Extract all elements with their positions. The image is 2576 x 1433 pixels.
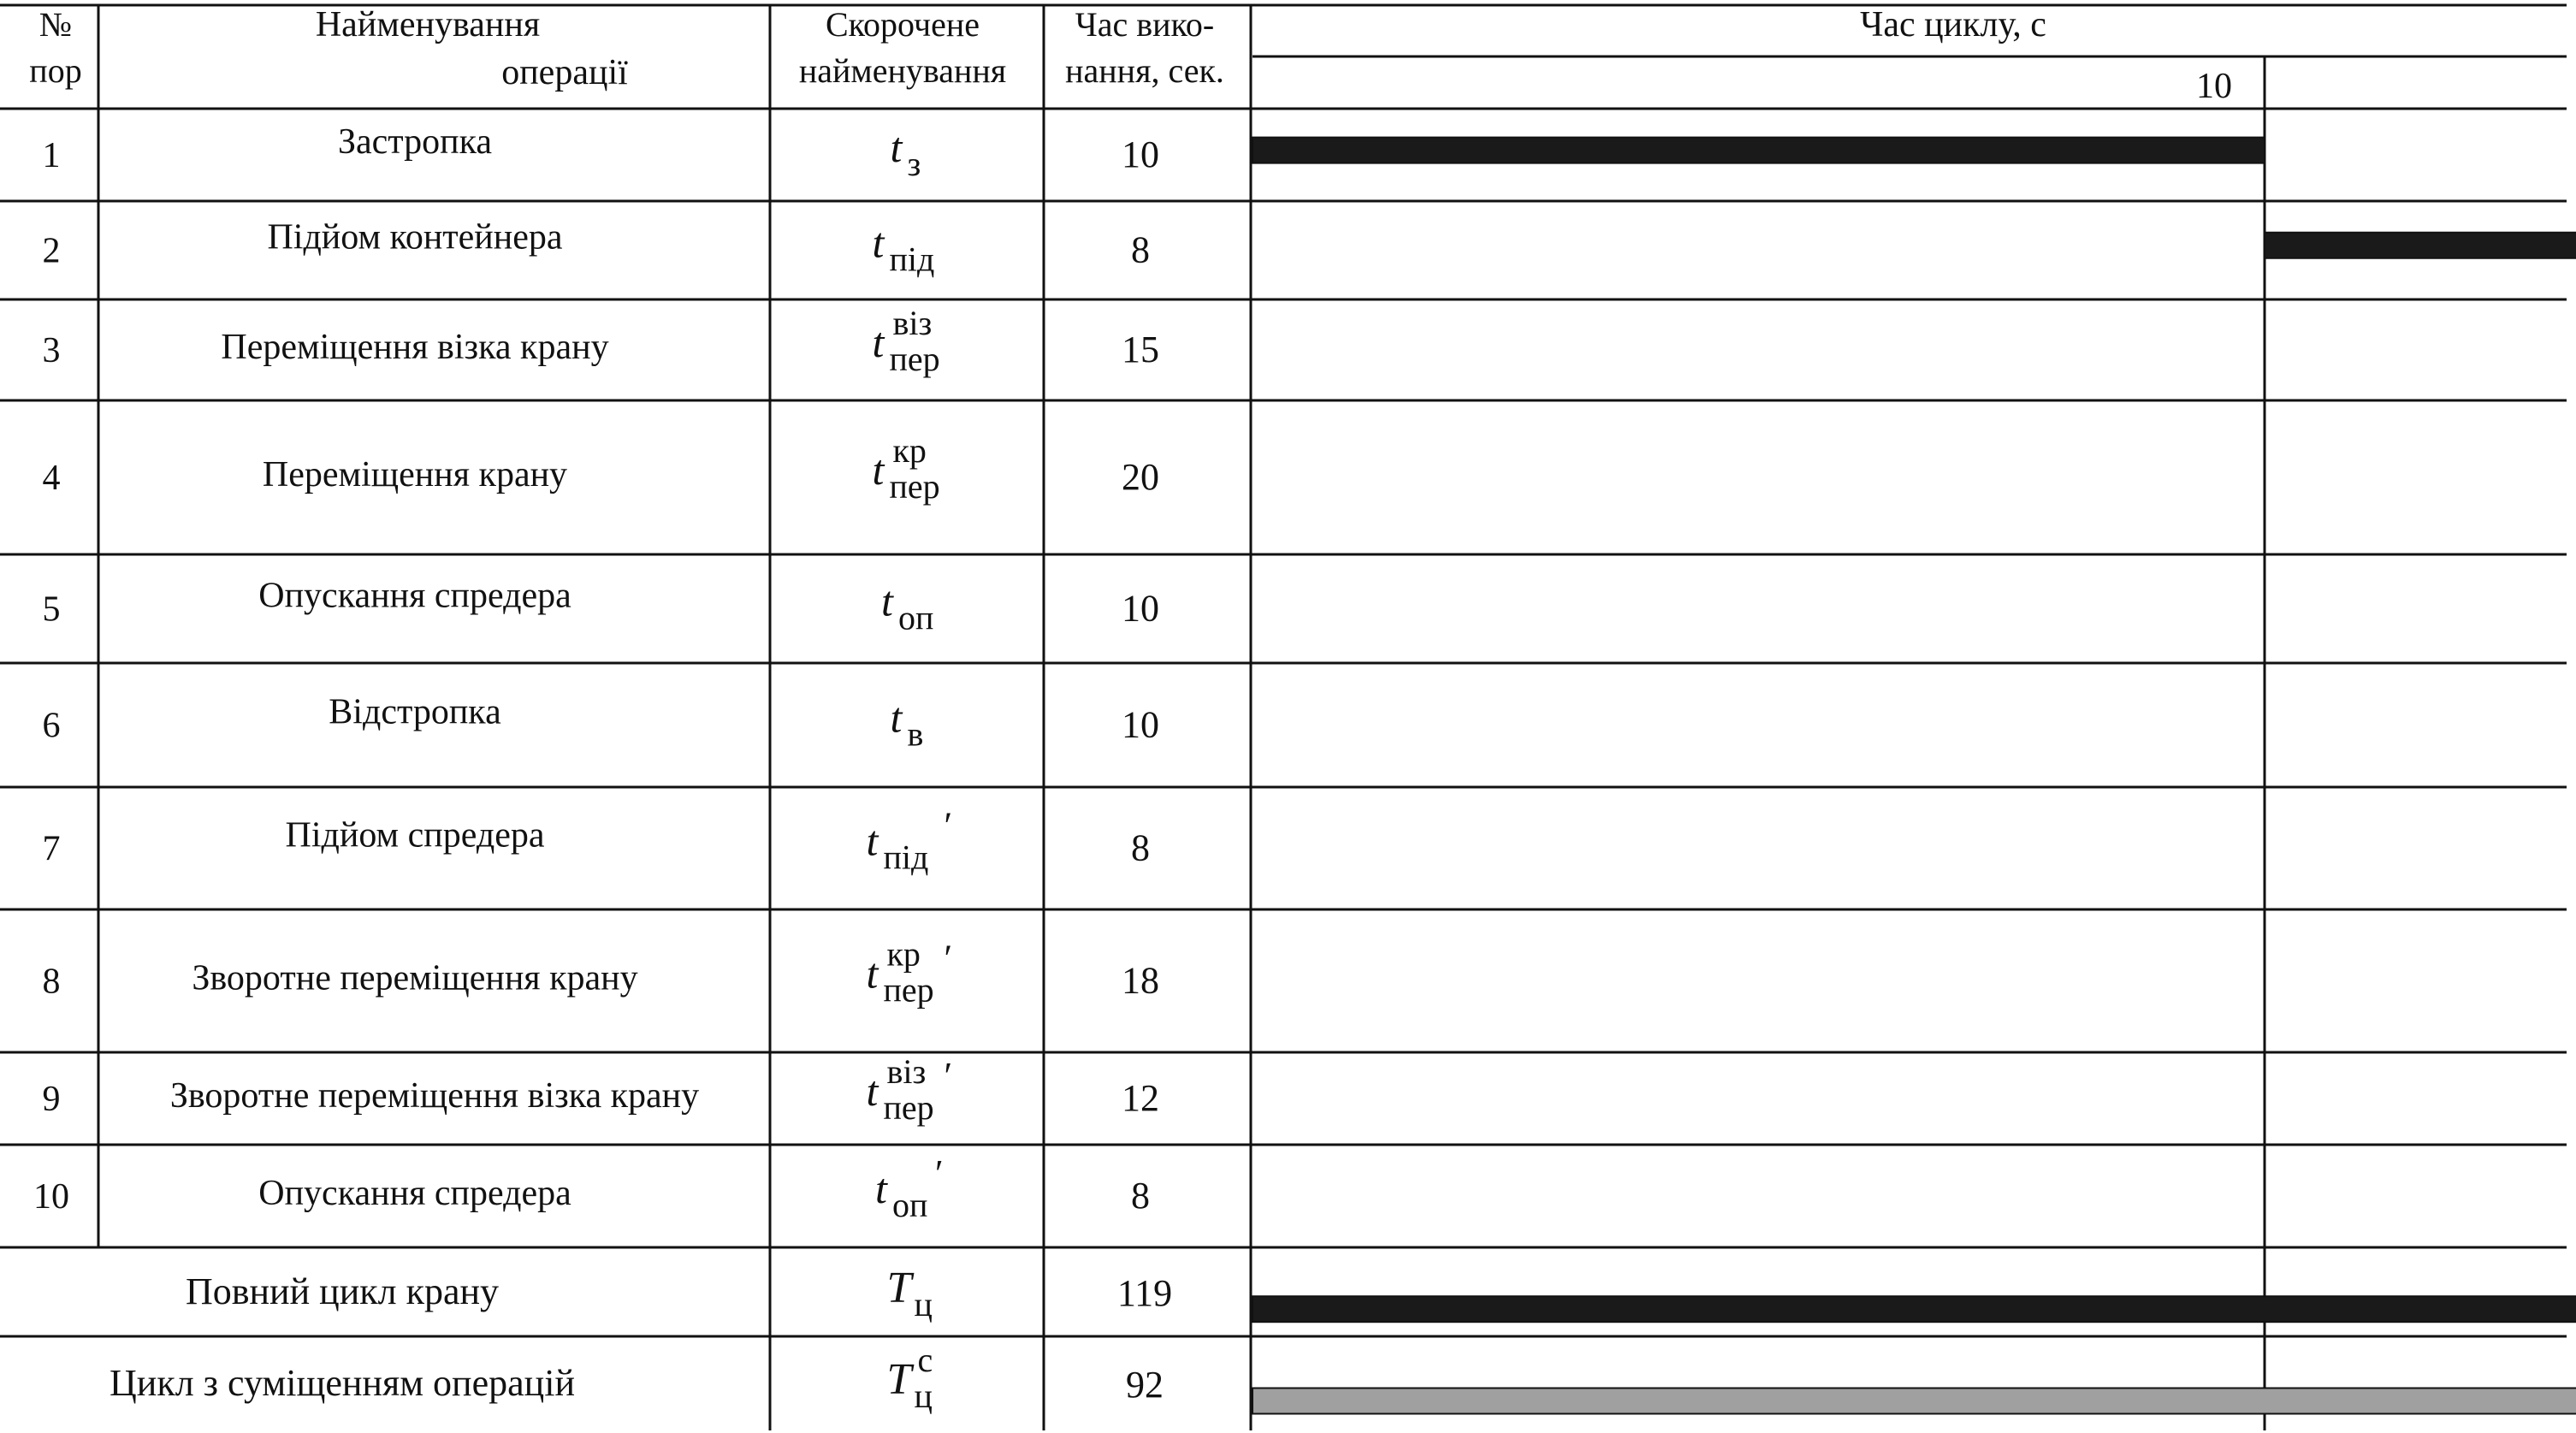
- operation-name: Підйом спредера: [285, 815, 545, 856]
- operation-name: Переміщення візка крану: [221, 328, 609, 367]
- header-name-line2: операції: [501, 53, 628, 92]
- abbr-base: t: [866, 1067, 879, 1115]
- abbr-subscript: під: [883, 838, 929, 877]
- duration-value: 10: [1122, 587, 1159, 630]
- abbr-subscript: з: [907, 145, 921, 183]
- abbr-prime-mark: ′: [944, 1055, 953, 1097]
- row-number: 5: [42, 589, 61, 630]
- abbreviation-symbol: [867, 1052, 953, 1127]
- header-name-line1: Найменування: [315, 5, 541, 44]
- duration-value: 8: [1131, 228, 1150, 271]
- duration-value: 10: [1122, 133, 1159, 175]
- operation-name: Зворотне переміщення крану: [192, 958, 638, 998]
- row-number: 7: [42, 829, 61, 869]
- bar-connectors: [2265, 151, 2576, 1401]
- abbr-base: t: [872, 218, 885, 267]
- abbr-base: t: [872, 446, 885, 494]
- table-row: [43, 805, 1151, 877]
- abbr-superscript: віз: [886, 1052, 927, 1091]
- row-number: 4: [42, 459, 61, 498]
- summary-value: 92: [1126, 1364, 1164, 1406]
- duration-value: 10: [1122, 703, 1159, 746]
- row-number: 1: [42, 136, 61, 175]
- abbr-subscript: пер: [883, 970, 934, 1010]
- abbr-prime-mark: ′: [944, 804, 953, 847]
- header-time-line2: нання, сек.: [1065, 51, 1224, 90]
- abbr-base: t: [872, 318, 885, 366]
- abbr-subscript: оп: [892, 1186, 928, 1224]
- abbreviation-symbol: [867, 935, 953, 1010]
- duration-value: 20: [1122, 456, 1159, 498]
- summary-name: Повний цикл крану: [185, 1270, 500, 1312]
- abbr-superscript: кр: [886, 934, 921, 974]
- operation-name: Зворотне переміщення візка крану: [169, 1076, 700, 1116]
- abbreviation-symbol: [875, 1152, 944, 1224]
- black-bar: [1252, 1296, 2576, 1322]
- abbreviation-symbol: [867, 805, 953, 877]
- duration-value: 12: [1122, 1077, 1159, 1119]
- operation-name: Опускання спредера: [258, 576, 571, 616]
- abbr-subscript: пер: [889, 340, 940, 378]
- header-time-line1: Час вико-: [1075, 5, 1215, 44]
- duration-value: 18: [1122, 959, 1159, 1002]
- table-row: [33, 1152, 1150, 1224]
- header-cycle-title: Час циклу, с: [1860, 5, 2046, 44]
- operation-name: Переміщення крану: [262, 455, 568, 494]
- table-row: [43, 693, 1160, 754]
- abbr-subscript: пер: [883, 1088, 934, 1127]
- table-row: [43, 935, 1160, 1010]
- operation-name: Опускання спредера: [258, 1174, 571, 1213]
- row-number: 8: [42, 962, 61, 1002]
- table-row: [43, 218, 1151, 279]
- grey-bar: [1252, 1389, 2576, 1414]
- table-row: [43, 577, 1160, 637]
- black-bar: [1252, 138, 2265, 163]
- duration-value: 15: [1122, 329, 1159, 370]
- abbr-base: T: [886, 1355, 912, 1404]
- abbreviation-symbol: [881, 577, 933, 637]
- abbreviation-symbol: [873, 431, 940, 506]
- abbreviation-symbol: [891, 694, 924, 754]
- abbr-subscript: ц: [914, 1285, 933, 1323]
- abbreviation-symbol: [887, 1264, 933, 1323]
- abbr-prime-mark: ′: [944, 937, 953, 980]
- abbr-superscript: віз: [892, 304, 933, 342]
- row-number: 6: [42, 706, 61, 746]
- table-row: [43, 431, 1160, 506]
- header-abbr-line2: найменування: [798, 51, 1007, 90]
- abbr-base: t: [890, 693, 903, 742]
- abbreviation-symbol: [887, 1341, 933, 1415]
- table-row: [43, 122, 1160, 183]
- table-row: [43, 1052, 1160, 1127]
- row-number: 3: [42, 331, 61, 370]
- abbr-superscript: кр: [892, 431, 927, 470]
- row-number: 9: [42, 1080, 61, 1119]
- abbr-prime-mark: ′: [935, 1152, 944, 1194]
- x-axis-ticks: [2196, 67, 2576, 106]
- summary-row: [110, 1341, 1164, 1415]
- row-number: 10: [33, 1177, 69, 1217]
- operation-rows: [33, 122, 1172, 1415]
- abbreviation-symbol: [873, 304, 940, 378]
- header-num-line1: №: [38, 5, 73, 44]
- summary-name: Цикл з суміщенням операцій: [110, 1362, 575, 1404]
- abbr-base: t: [866, 949, 879, 998]
- header-num-line2: пор: [29, 51, 82, 90]
- abbr-base: t: [890, 123, 903, 171]
- table-row: [43, 304, 1160, 378]
- operation-name: Застропка: [337, 122, 493, 162]
- abbr-subscript: в: [907, 714, 924, 754]
- abbr-superscript: с: [917, 1341, 933, 1379]
- abbr-subscript: пер: [889, 467, 940, 506]
- abbr-subscript: ц: [914, 1377, 933, 1415]
- abbreviation-symbol: [891, 123, 921, 183]
- header-abbr-line1: Скорочене: [825, 5, 980, 44]
- abbr-base: t: [881, 577, 893, 625]
- abbr-base: t: [875, 1164, 887, 1212]
- table-header: [29, 5, 2046, 92]
- black-bar: [2265, 233, 2576, 258]
- operation-name: Підйом контейнера: [267, 217, 563, 258]
- operation-name: Відстропка: [329, 692, 501, 732]
- abbr-base: T: [886, 1264, 912, 1312]
- summary-value: 119: [1116, 1272, 1173, 1314]
- summary-row: [186, 1264, 1172, 1323]
- abbr-base: t: [866, 816, 879, 865]
- row-number: 2: [42, 231, 61, 271]
- abbreviation-symbol: [873, 219, 935, 279]
- bars: [1252, 138, 2576, 1414]
- duration-value: 8: [1131, 826, 1150, 869]
- abbr-subscript: під: [889, 240, 935, 279]
- abbr-subscript: оп: [898, 598, 934, 637]
- duration-value: 8: [1131, 1175, 1150, 1217]
- x-tick-label: 10: [2196, 67, 2232, 106]
